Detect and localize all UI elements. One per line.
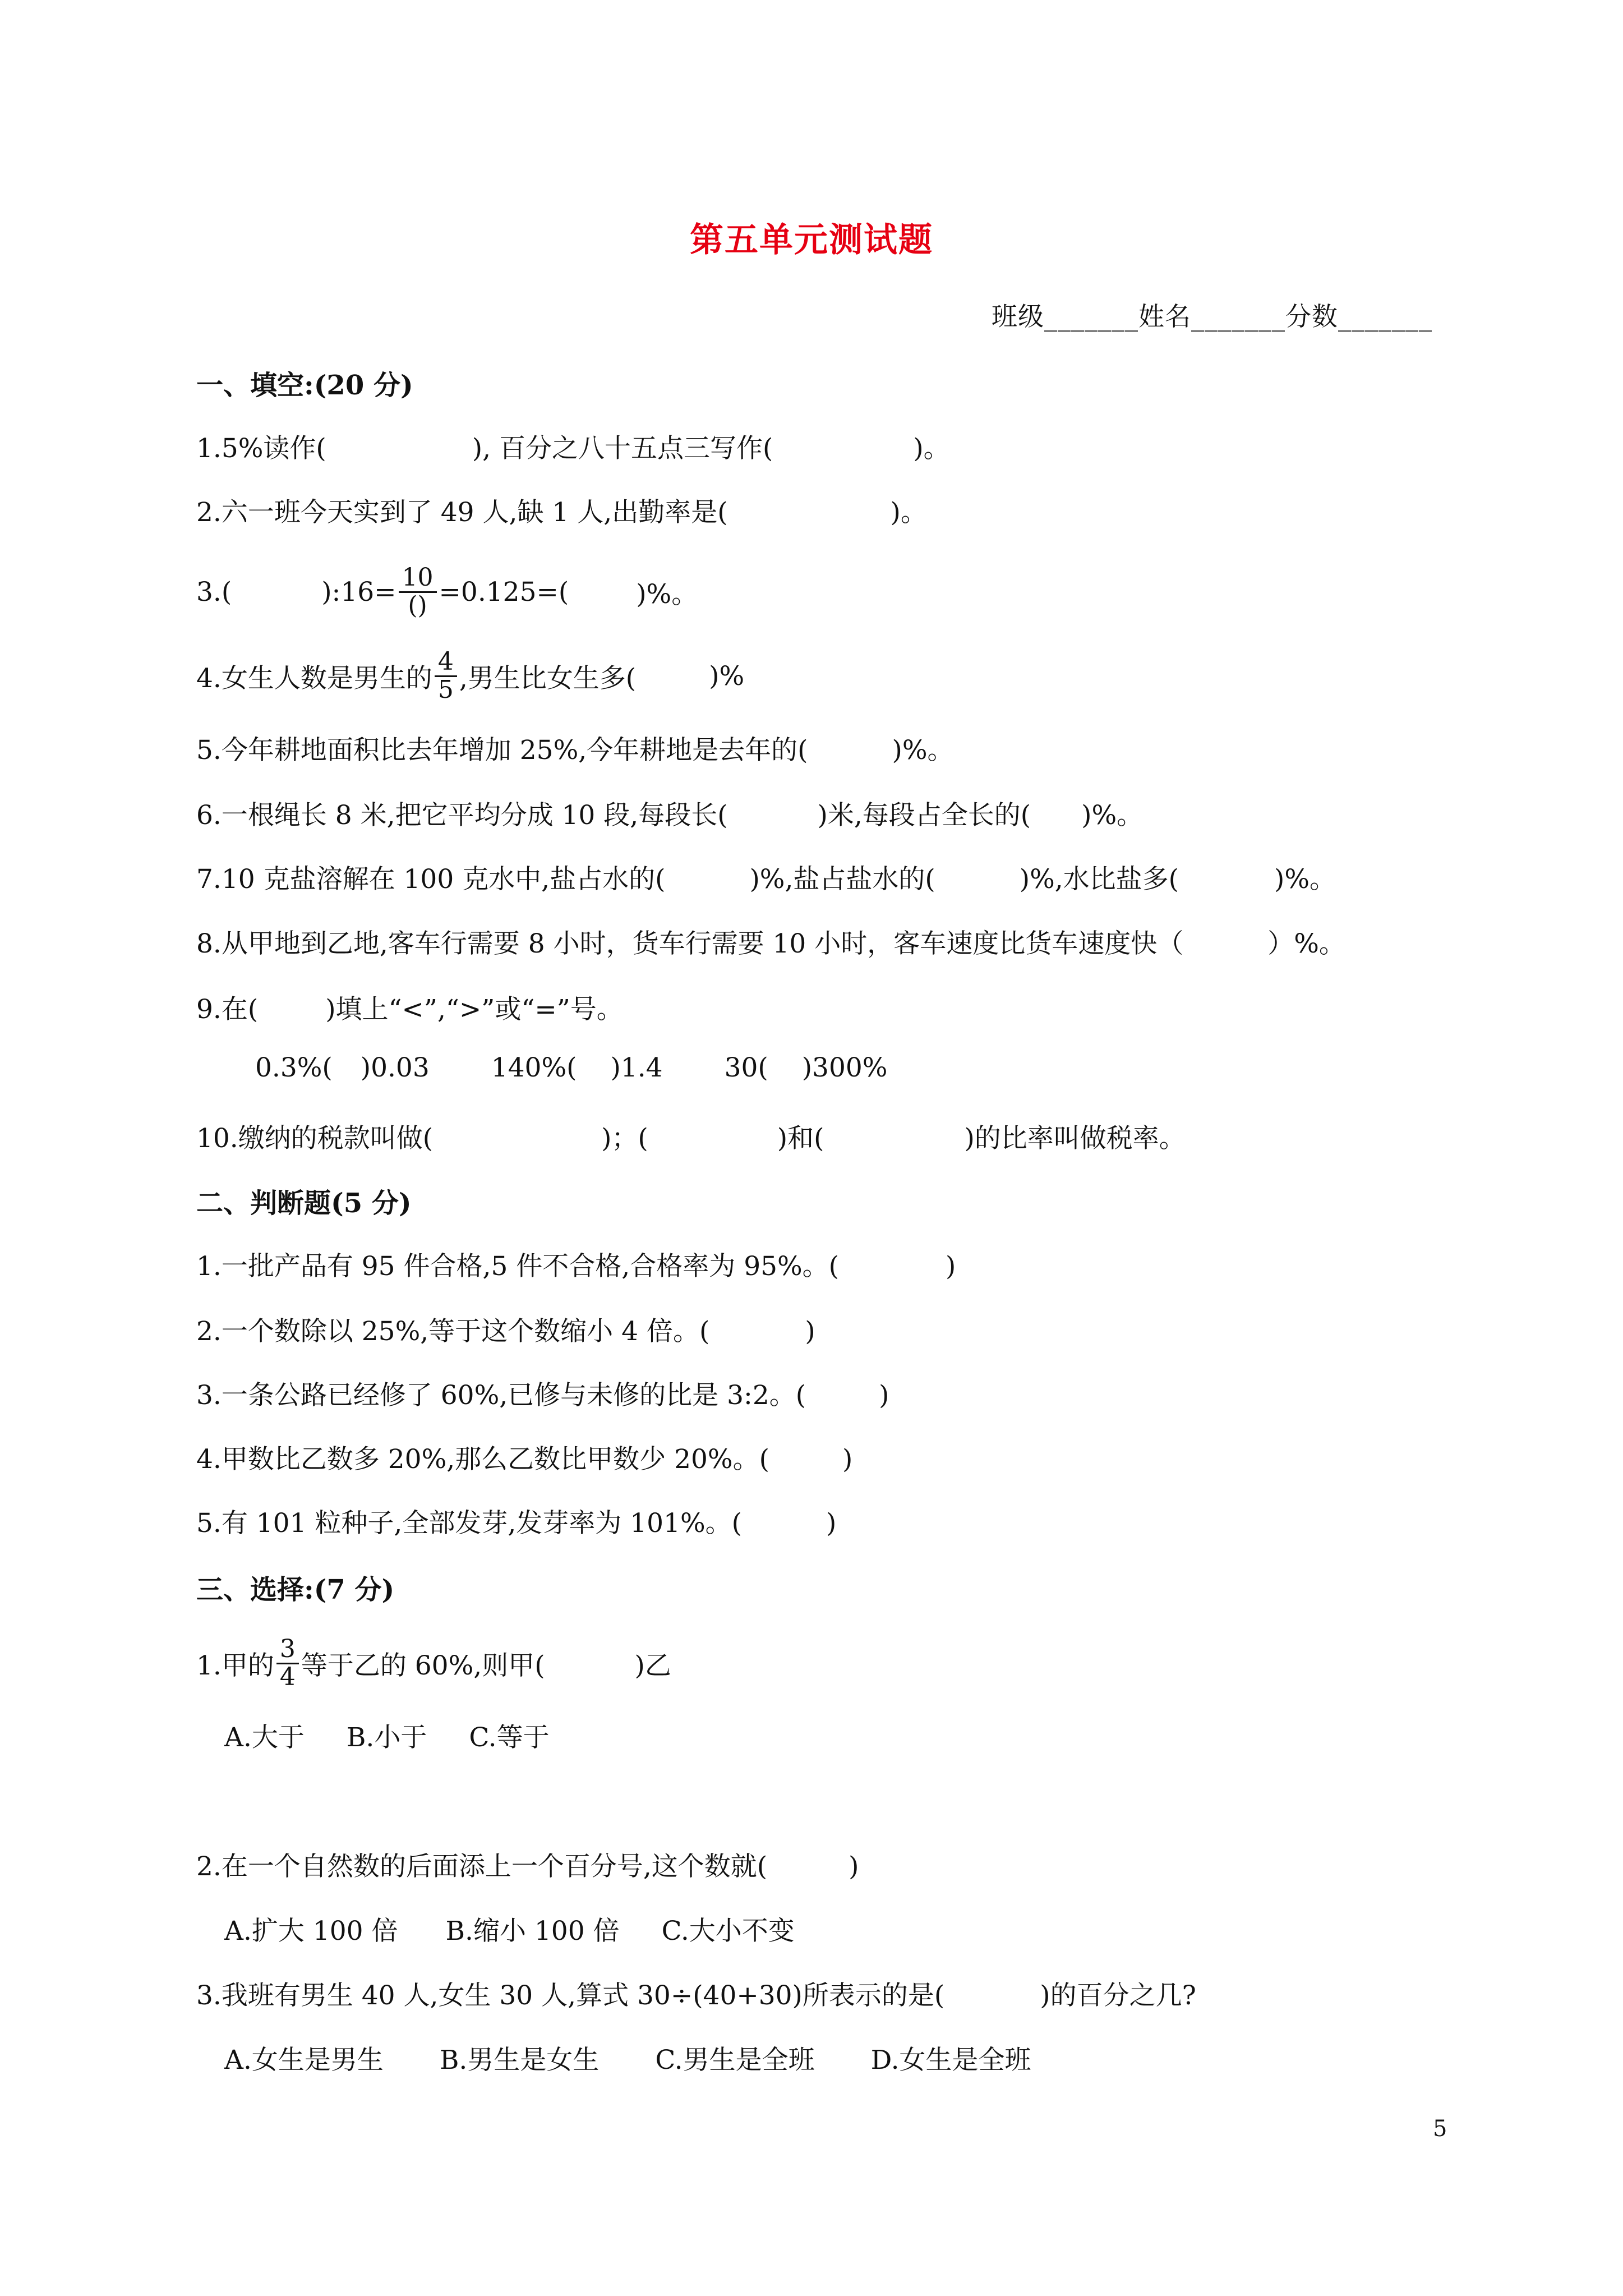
fraction-denominator: () [408, 591, 427, 620]
q-text: 5.今年耕地面积比去年增加 25%,今年耕地是去年的( [196, 735, 808, 766]
q-text: )%。 [636, 578, 698, 610]
question-1-2 [196, 491, 927, 529]
fraction-denominator: 4 [279, 1662, 296, 1691]
question-3-2 [196, 1846, 859, 1883]
q-text: 6.一根绳长 8 米,把它平均分成 10 段,每段长( [196, 800, 728, 831]
compare-item: 140%( [491, 1052, 577, 1083]
option-c[interactable]: C.大小不变 [661, 1916, 795, 1947]
q-text: 3.我班有男生 40 人,女生 30 人,算式 30÷(40+30)所表示的是( [196, 1980, 945, 2011]
compare-item: 30( [724, 1052, 768, 1083]
q-text: )；( [601, 1123, 648, 1154]
class-field[interactable]: 班级_______ [992, 301, 1138, 332]
student-info-fields [992, 296, 1432, 333]
q-text: =0.125=( [439, 576, 569, 608]
q-text: )乙 [634, 1650, 671, 1681]
compare-item: )300% [801, 1052, 888, 1083]
option-c[interactable]: C.男生是全班 [655, 2045, 815, 2076]
question-3-1-options [224, 1717, 550, 1754]
option-a[interactable]: A.女生是男生 [224, 2045, 384, 2076]
q-text: ), 百分之八十五点三写作( [472, 433, 773, 464]
q-text: 5.有 101 粒种子,全部发芽,发芽率为 101%。( [196, 1508, 742, 1539]
question-1-3 [196, 550, 698, 634]
fraction-numerator: 10 [399, 565, 437, 592]
question-3-3 [196, 1975, 1196, 2012]
q-text: 1.甲的 [196, 1650, 274, 1681]
option-a[interactable]: A.扩大 100 倍 [224, 1916, 398, 1947]
q-text: 8.从甲地到乙地,客车行需要 8 小时，货车行需要 10 小时，客车速度比货车速度快（ [196, 928, 1184, 959]
question-3-3-options [224, 2039, 1031, 2077]
q-text: ) [842, 1444, 853, 1475]
question-1-10 [196, 1117, 1186, 1155]
page-number: 5 [1433, 2116, 1447, 2142]
q-text: 4.甲数比乙数多 20%,那么乙数比甲数少 20%。( [196, 1444, 769, 1475]
q-text: ）%。 [1267, 928, 1345, 959]
question-3-1 [196, 1621, 671, 1705]
q-text: 4.女生人数是男生的 [196, 662, 432, 694]
option-c[interactable]: C.等于 [469, 1722, 550, 1753]
q-text: )%。 [1081, 800, 1144, 831]
q-text: )的百分之几? [1040, 1980, 1196, 2011]
q-text: 1.5%读作( [196, 433, 326, 464]
fraction [435, 649, 457, 702]
question-1-4 [196, 639, 744, 712]
q-text: ) [946, 1251, 956, 1282]
question-3-2-options [224, 1910, 795, 1948]
q-text: )。 [913, 433, 950, 464]
q-text: )%。 [892, 735, 954, 766]
compare-item: )0.03 [360, 1052, 430, 1083]
score-field[interactable]: 分数_______ [1285, 301, 1432, 332]
compare-item: )1.4 [610, 1052, 663, 1083]
q-text: ) [826, 1508, 837, 1539]
name-field[interactable]: 姓名_______ [1138, 301, 1285, 332]
page-title: 第五单元测试题 [690, 220, 933, 260]
q-text: 2.六一班今天实到了 49 人,缺 1 人,出勤率是( [196, 497, 728, 528]
question-1-5 [196, 729, 954, 767]
q-text: )%。 [1274, 864, 1336, 895]
q-text: ) [879, 1380, 889, 1411]
q-text: )和( [777, 1123, 824, 1154]
q-text: )% [709, 660, 745, 692]
q-text: 7.10 克盐溶解在 100 克水中,盐占水的( [196, 864, 666, 895]
question-1-9 [196, 988, 623, 1026]
question-2-1 [196, 1245, 956, 1283]
question-1-9-items [255, 1052, 887, 1083]
q-text: 9.在( [196, 994, 259, 1025]
q-text: ,男生比女生多( [459, 662, 637, 694]
question-1-6 [196, 794, 1143, 832]
q-text: 等于乙的 60%,则甲( [301, 1650, 545, 1681]
q-text: 3.一条公路已经修了 60%,已修与未修的比是 3:2。( [196, 1380, 806, 1411]
option-b[interactable]: B.男生是女生 [439, 2045, 600, 2076]
compare-item: 0.3%( [255, 1052, 333, 1083]
section-3-heading: 三、选择:(7 分) [196, 1574, 395, 1605]
question-1-8 [196, 923, 1345, 960]
q-text: 2.一个数除以 25%,等于这个数缩小 4 倍。( [196, 1316, 710, 1347]
fraction [399, 565, 437, 618]
fraction-numerator: 3 [276, 1636, 299, 1664]
question-2-3 [196, 1374, 889, 1412]
q-text: )。 [890, 497, 927, 528]
option-d[interactable]: D.女生是全班 [870, 2045, 1031, 2076]
question-1-1 [196, 427, 950, 465]
fraction [276, 1636, 299, 1690]
q-text: )的比率叫做税率。 [964, 1123, 1186, 1154]
q-text: 1.一批产品有 95 件合格,5 件不合格,合格率为 95%。( [196, 1251, 839, 1282]
question-2-2 [196, 1310, 815, 1348]
question-1-7 [196, 858, 1336, 896]
question-2-5 [196, 1502, 836, 1540]
q-text: 2.在一个自然数的后面添上一个百分号,这个数就( [196, 1851, 768, 1882]
option-a[interactable]: A.大于 [224, 1722, 305, 1753]
question-2-4 [196, 1438, 852, 1476]
q-text: 3.( [196, 576, 232, 608]
q-text: ):16= [321, 576, 396, 608]
option-b[interactable]: B.缩小 100 倍 [445, 1916, 620, 1947]
section-2-heading: 二、判断题(5 分) [196, 1188, 412, 1219]
fraction-numerator: 4 [435, 649, 457, 677]
q-text: 10.缴纳的税款叫做( [196, 1123, 434, 1154]
section-1-heading: 一、填空:(20 分) [196, 370, 413, 401]
q-text: )填上“<”,“>”或“=”号。 [325, 994, 623, 1025]
fraction-denominator: 5 [437, 675, 454, 704]
q-text: ) [849, 1851, 859, 1882]
q-text: )%,盐占盐水的( [749, 864, 935, 895]
q-text: )%,水比盐多( [1019, 864, 1179, 895]
q-text: )米,每段占全长的( [817, 800, 1031, 831]
option-b[interactable]: B.小于 [346, 1722, 427, 1753]
q-text: ) [805, 1316, 815, 1347]
